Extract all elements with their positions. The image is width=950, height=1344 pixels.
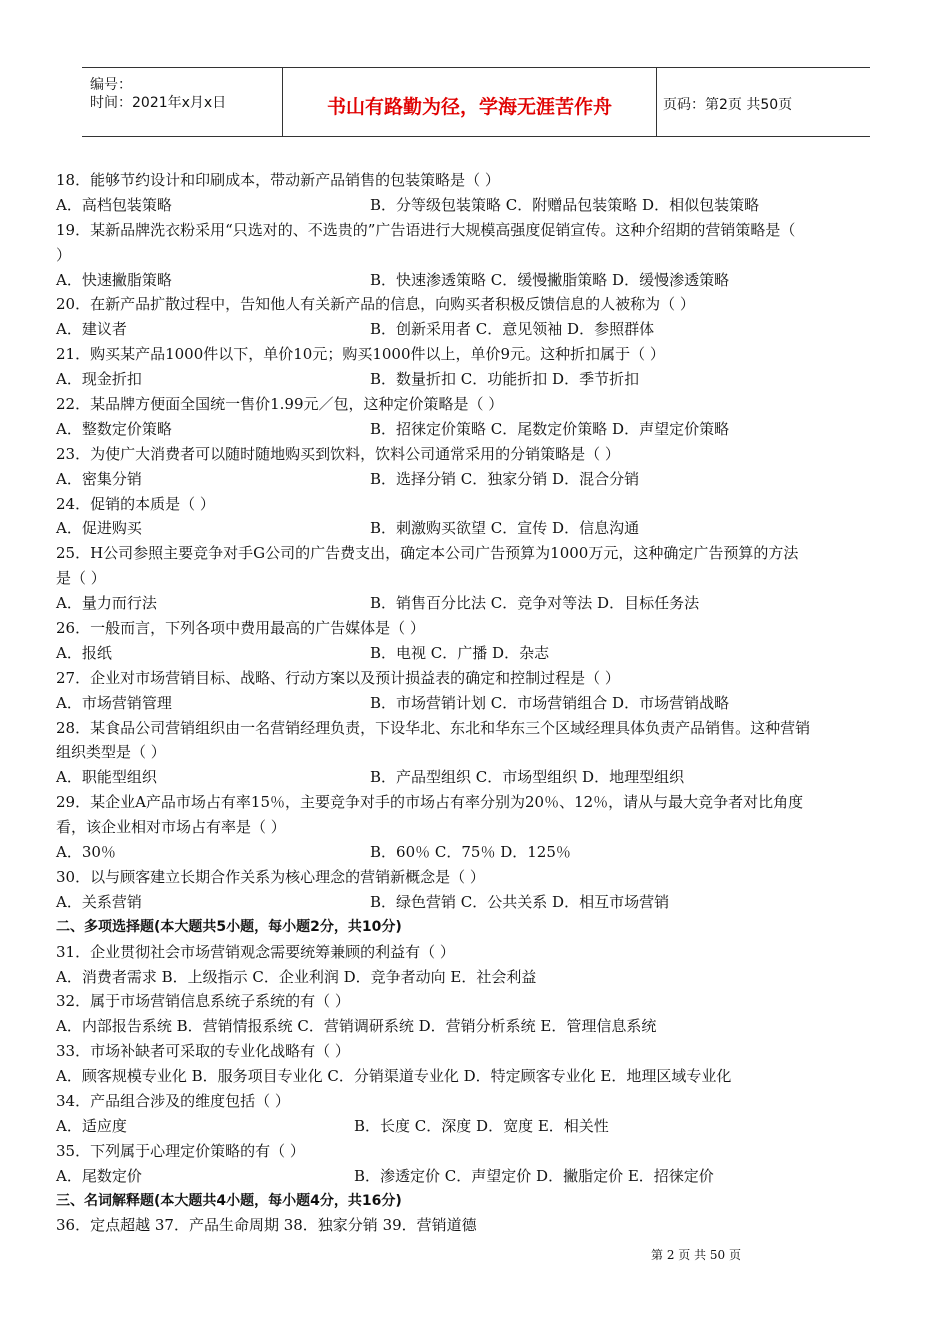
question-text: 19．某新品牌洗衣粉采用“只选对的、不选贵的”广告语进行大规模高强度促销宣传。这种介绍期的营销策略是（ — [56, 220, 796, 239]
page-info: 页码：第2页 共50页 — [663, 97, 793, 113]
option-rest: B．销售百分比法 C．竞争对等法 D．目标任务法 — [370, 594, 700, 613]
option-rest: B．电视 C．广播 D．杂志 — [370, 643, 550, 662]
answer-options — [56, 268, 902, 293]
option-a: A．量力而行法 — [56, 594, 157, 613]
question-text: 21．购买某产品1000件以下，单价10元；购买1000件以上，单价9元。这种折扣属于（ ） — [56, 345, 665, 364]
question-text: ） — [56, 245, 72, 264]
question-text: 20．在新产品扩散过程中，告知他人有关新产品的信息，向购买者积极反馈信息的人被称为（ ） — [56, 295, 695, 314]
answer-options — [56, 317, 902, 342]
time-label: 时间：2021年x月x日 — [90, 95, 227, 111]
section-heading: 二、多项选择题(本大题共5小题，每小题2分，共10分) — [56, 918, 402, 935]
question-text: 29．某企业A产品市场占有率15％，主要竞争对手的市场占有率分别为20％、12％，请从与最大竞争者对比角度 — [56, 793, 804, 812]
question-text: 看，该企业相对市场占有率是（ ） — [56, 818, 286, 837]
question-text: 23．为使广大消费者可以随时随地购买到饮料，饮料公司通常采用的分销策略是（ ） — [56, 444, 620, 463]
option-a: A．报纸 — [56, 643, 112, 662]
option-rest: B．选择分销 C．独家分销 D．混合分销 — [370, 469, 640, 488]
answer-options — [56, 765, 902, 790]
option-rest: B．创新采用者 C．意见领袖 D．参照群体 — [370, 320, 655, 339]
option-rest: B．60％ C．75％ D．125％ — [370, 843, 571, 862]
option-a: A．整数定价策略 — [56, 419, 172, 438]
option-a: A．高档包装策略 — [56, 195, 172, 214]
answer-options — [56, 1164, 902, 1189]
option-a: A．密集分销 — [56, 469, 142, 488]
answer-options — [56, 691, 902, 716]
question-text: 24．促销的本质是（ ） — [56, 494, 215, 513]
option-rest: B．绿色营销 C．公共关系 D．相互市场营销 — [370, 892, 670, 911]
option-a: A．现金折扣 — [56, 370, 142, 389]
number-label: 编号： — [90, 77, 132, 93]
option-rest: B．分等级包装策略 C．附赠品包装策略 D．相似包装策略 — [370, 195, 760, 214]
section-heading: 三、名词解释题(本大题共4小题，每小题4分，共16分) — [56, 1192, 402, 1209]
option-rest: B．市场营销计划 C．市场营销组合 D．市场营销战略 — [370, 693, 730, 712]
option-a: A．30％ — [56, 843, 116, 862]
question-text: 26．一般而言，下列各项中费用最高的广告媒体是（ ） — [56, 619, 425, 638]
question-text: 31．企业贯彻社会市场营销观念需要统筹兼顾的利益有（ ） — [56, 942, 455, 961]
option-rest: B．刺激购买欲望 C．宣传 D．信息沟通 — [370, 519, 640, 538]
header-middle-cell — [282, 68, 657, 136]
answer-options — [56, 840, 902, 865]
header-right-cell — [655, 68, 870, 136]
answer-options — [56, 367, 902, 392]
question-text: 是（ ） — [56, 569, 106, 588]
answer-options — [56, 1114, 902, 1139]
answer-options — [56, 641, 902, 666]
page-footer: 第 2 页 共 50 页 — [651, 1248, 741, 1262]
option-a: A．尾数定价 — [56, 1166, 142, 1185]
option-rest: B．长度 C．深度 D．宽度 E．相关性 — [354, 1116, 609, 1135]
question-text: 28．某食品公司营销组织由一名营销经理负责，下设华北、东北和华东三个区域经理具体负责产品销售。这种营销 — [56, 718, 811, 737]
question-text: 18．能够节约设计和印刷成本，带动新产品销售的包装策略是（ ） — [56, 171, 500, 189]
answer-options — [56, 467, 902, 492]
option-a: A．市场营销管理 — [56, 693, 172, 712]
question-text: 30．以与顾客建立长期合作关系为核心理念的营销新概念是（ ） — [56, 867, 485, 886]
answer-options — [56, 516, 902, 541]
page-header — [82, 67, 870, 137]
question-text: 36．定点超越 37．产品生命周期 38．独家分销 39．营销道德 — [56, 1216, 477, 1235]
option-rest: B．数量折扣 C．功能折扣 D．季节折扣 — [370, 370, 640, 389]
question-text: 35．下列属于心理定价策略的有（ ） — [56, 1141, 305, 1160]
option-a: A．关系营销 — [56, 892, 142, 911]
option-rest: B．快速渗透策略 C．缓慢撇脂策略 D．缓慢渗透策略 — [370, 270, 730, 289]
question-text: 22．某品牌方便面全国统一售价1.99元／包，这种定价策略是（ ） — [56, 395, 504, 414]
option-a: A．职能型组织 — [56, 768, 157, 787]
question-text: 组织类型是（ ） — [56, 743, 166, 762]
question-text: 27．企业对市场营销目标、战略、行动方案以及预计损益表的确定和控制过程是（ ） — [56, 668, 620, 687]
answer-options — [56, 591, 902, 616]
exam-content — [56, 168, 902, 1238]
question-text: 32．属于市场营销信息系统子系统的有（ ） — [56, 992, 350, 1011]
answer-options — [56, 193, 902, 218]
option-rest: B．渗透定价 C．声望定价 D．撇脂定价 E．招徕定价 — [354, 1166, 714, 1185]
option-a: A．快速撇脂策略 — [56, 270, 172, 289]
answer-options — [56, 417, 902, 442]
question-text: 34．产品组合涉及的维度包括（ ） — [56, 1091, 290, 1110]
option-rest: B．产品型组织 C．市场型组织 D．地理型组织 — [370, 768, 685, 787]
question-text: A．顾客规模专业化 B．服务项目专业化 C．分销渠道专业化 D．特定顾客专业化 E．地理区域专业化 — [56, 1067, 732, 1086]
option-a: A．建议者 — [56, 320, 127, 339]
header-left-cell — [82, 68, 282, 136]
option-a: A．适应度 — [56, 1116, 127, 1135]
option-a: A．促进购买 — [56, 519, 142, 538]
question-text: 25．H公司参照主要竞争对手G公司的广告费支出，确定本公司广告预算为1000万元，这种确定广告预算的方法 — [56, 544, 799, 563]
header-motto: 书山有路勤为径，学海无涯苦作舟 — [326, 96, 612, 118]
question-text: A．内部报告系统 B．营销情报系统 C．营销调研系统 D．营销分析系统 E．管理信息系统 — [56, 1017, 657, 1036]
answer-options — [56, 890, 902, 915]
option-rest: B．招徕定价策略 C．尾数定价策略 D．声望定价策略 — [370, 419, 730, 438]
question-text: 33．市场补缺者可采取的专业化战略有（ ） — [56, 1042, 350, 1061]
question-text: A．消费者需求 B．上级指示 C．企业利润 D．竞争者动向 E．社会利益 — [56, 967, 537, 986]
